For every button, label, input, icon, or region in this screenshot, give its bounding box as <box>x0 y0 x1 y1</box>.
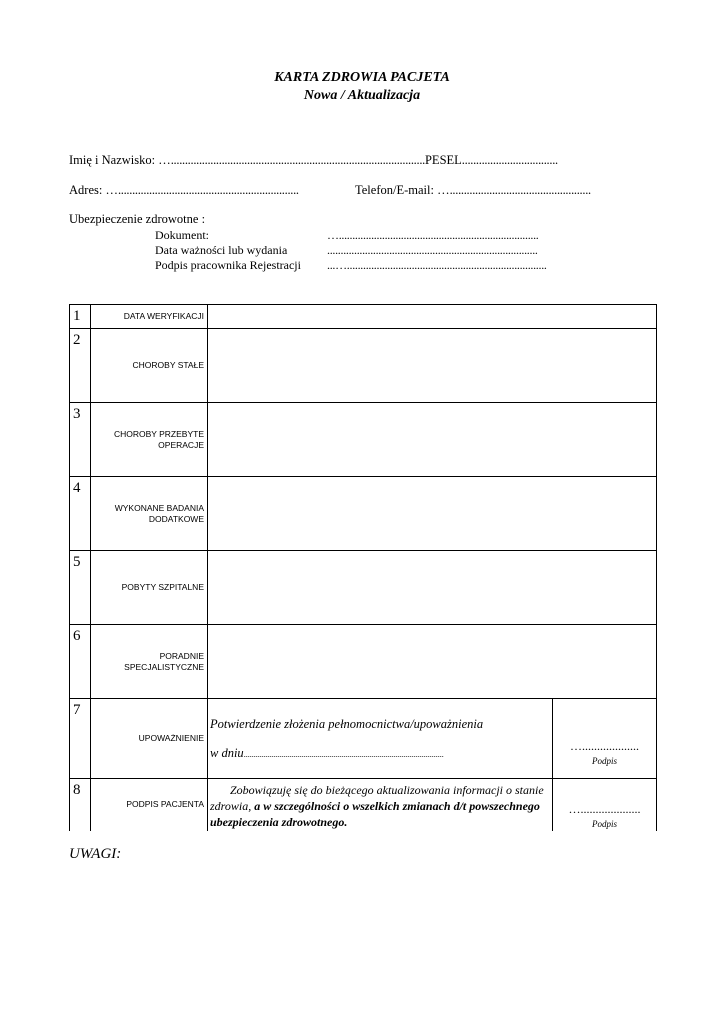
row-label: UPOWAŻNIENIE <box>91 699 208 779</box>
patient-declaration-cell <box>208 779 553 831</box>
name-pesel-line <box>69 153 558 168</box>
hospital-stays-cell[interactable] <box>208 551 657 625</box>
address-field[interactable]: ................................................................ <box>117 183 299 197</box>
pesel-field[interactable]: .................................. <box>461 153 558 167</box>
authorization-text: Potwierdzenie złożenia pełnomocnictwa/upoważnienia <box>210 717 484 731</box>
validity-label: Data ważności lub wydania <box>155 243 288 257</box>
address-label: Adres: … <box>69 183 118 197</box>
table-row <box>70 305 657 329</box>
table-row <box>70 477 657 551</box>
authorization-signature-cell[interactable] <box>553 699 657 779</box>
table-row <box>70 403 657 477</box>
authorization-date-field[interactable]: .................................................................................................... <box>243 750 444 759</box>
row-label: CHOROBY STAŁE <box>91 329 208 403</box>
document-title: KARTA ZDROWIA PACJETA <box>274 70 450 85</box>
authorization-cell <box>208 699 553 779</box>
registrar-field[interactable]: ...….......................................................................... <box>327 258 547 272</box>
row-number: 6 <box>70 625 91 699</box>
declaration-text: Zobowiązuję się do bieżącego aktualizowania informacji o stanie zdrowia, <box>210 783 544 813</box>
document-field[interactable]: ….......................................................................... <box>327 228 539 242</box>
table-row <box>70 699 657 779</box>
authorization-date-label: w dniu <box>210 746 244 760</box>
health-record-table <box>69 304 657 831</box>
row-number: 8 <box>70 779 91 831</box>
chronic-diseases-cell[interactable] <box>208 329 657 403</box>
name-field[interactable]: .......................................................................................... <box>170 153 425 167</box>
phone-field[interactable]: .................................................. <box>449 183 591 197</box>
patient-signature-cell[interactable] <box>553 779 657 831</box>
address-line <box>69 183 299 198</box>
signature-dots: ….................... <box>568 801 641 816</box>
signature-label: Podpis <box>591 818 617 829</box>
declaration-bold-text: a w szczególności o wszelkich zmianach d/t powszechnego ubezpieczenia zdrowotnego. <box>210 799 540 829</box>
row-label: CHOROBY PRZEBYTE OPERACJE <box>91 403 208 477</box>
pesel-label: PESEL <box>424 153 462 167</box>
row-number: 4 <box>70 477 91 551</box>
row-label: WYKONANE BADANIA DODATKOWE <box>91 477 208 551</box>
document-subtitle: Nowa / Aktualizacja <box>303 88 421 103</box>
document-label: Dokument: <box>155 228 209 242</box>
row-number: 3 <box>70 403 91 477</box>
verification-date-cell[interactable] <box>208 305 657 329</box>
row-label: POBYTY SZPITALNE <box>91 551 208 625</box>
registrar-label: Podpis pracownika Rejestracji <box>155 258 301 272</box>
row-label: DATA WERYFIKACJI <box>91 305 208 329</box>
validity-field[interactable]: .............................................................................. <box>327 243 538 257</box>
table-row <box>70 329 657 403</box>
table-row <box>70 551 657 625</box>
table-row <box>70 625 657 699</box>
specialist-clinics-cell[interactable] <box>208 625 657 699</box>
row-label: PORADNIE SPECJALISTYCZNE <box>91 625 208 699</box>
row-label: PODPIS PACJENTA <box>91 779 208 831</box>
insurance-label: Ubezpieczenie zdrowotne : <box>69 212 206 226</box>
signature-label: Podpis <box>591 756 617 766</box>
phone-label: Telefon/E-mail: … <box>355 183 450 197</box>
signature-dots: …................... <box>570 739 639 753</box>
name-label: Imię i Nazwisko: … <box>69 153 171 167</box>
row-number: 5 <box>70 551 91 625</box>
row-number: 7 <box>70 699 91 779</box>
phone-line <box>355 183 591 198</box>
row-number: 2 <box>70 329 91 403</box>
notes-heading: UWAGI: <box>69 846 122 862</box>
authorization-date-line <box>210 746 552 761</box>
row-number: 1 <box>70 305 91 329</box>
table-row <box>70 779 657 831</box>
additional-tests-cell[interactable] <box>208 477 657 551</box>
past-diseases-cell[interactable] <box>208 403 657 477</box>
